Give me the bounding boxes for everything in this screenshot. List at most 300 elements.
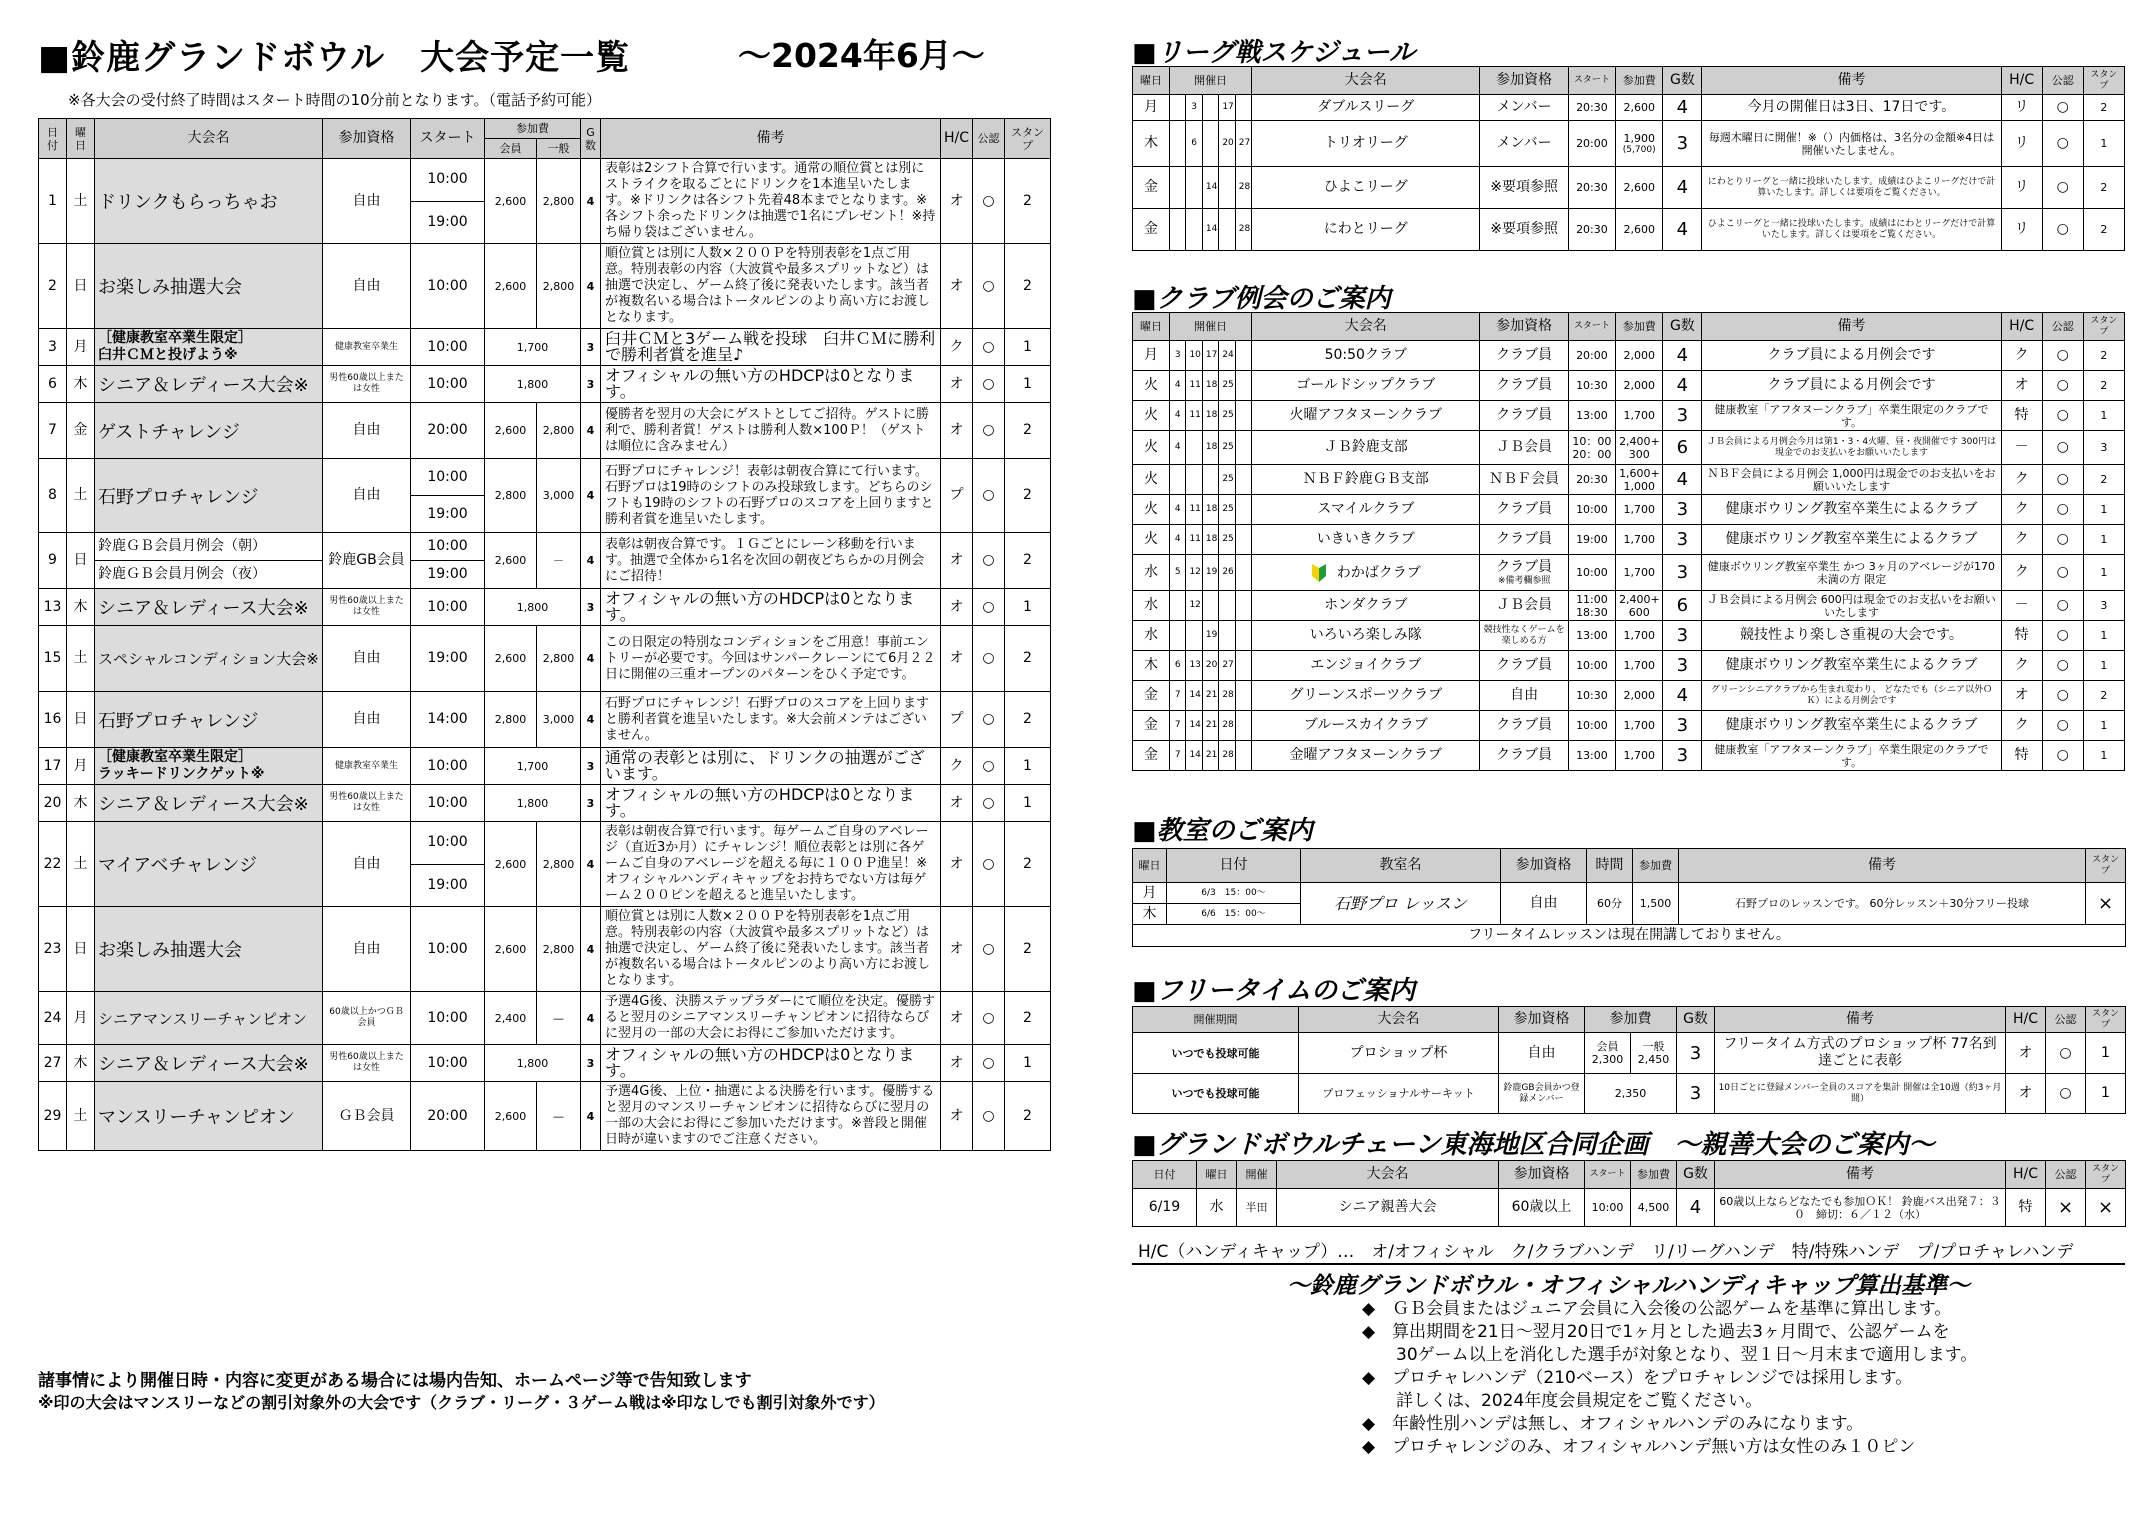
row-qual: ＧＢ会員 [323, 1082, 411, 1151]
row-remarks: 石野プロにチャレンジ！石野プロのスコアを上回りますと勝利者賞を進呈いたします。※大会前メンテはございません。 [601, 692, 941, 748]
league-fee-text: 2,600 [1623, 223, 1655, 236]
row-weekday: 土 [67, 159, 95, 244]
club-remarks: ＪＢ会員による月例会今月は第1・3・4火曜、昼・夜開催です 300円は現金でのお支払いをお願いいたします [1702, 431, 2001, 465]
club-fee [1616, 681, 1663, 711]
club-qual-text: ＮＢＦ会員 [1489, 471, 1560, 487]
league-official: ○ [2042, 167, 2083, 209]
club-date: 17 [1202, 341, 1218, 371]
club-col-name: 大会名 [1252, 313, 1480, 341]
col-fee-member: 会員 [485, 139, 537, 159]
row-official: ○ [973, 692, 1005, 748]
chain-col-remarks: 備考 [1715, 1161, 2006, 1189]
club-official: ○ [2042, 401, 2083, 431]
hc-title: ～鈴鹿グランドボウル・オフィシャルハンディキャップ算出基準～ [1132, 1263, 2125, 1300]
row-name-line-2: ラッキードリンクゲット※ [98, 766, 265, 782]
club-remarks: 健康ボウリング教室卒業生によるクラブ [1702, 711, 2001, 741]
row-hc: オ [941, 533, 973, 589]
club-stamp: 1 [2083, 401, 2124, 431]
league-col-official: 公認 [2042, 67, 2083, 95]
row-remarks: 予選4G後、決勝ステップラダーにて順位を決定。優勝すると翌月のシニアマンスリーチャンピオンに招待ならびに翌月の一部の大会にお得にご参加いただけます。 [601, 992, 941, 1045]
club-official: ○ [2042, 621, 2083, 651]
row-stamp: 1 [1005, 366, 1051, 403]
row-name: お楽しみ抽選大会 [95, 244, 323, 329]
league-qual-text: ※要項参照 [1490, 221, 1558, 237]
row-g: 4 [581, 533, 601, 589]
club-fee-text: 1,700 [1623, 719, 1655, 732]
league-date [1219, 209, 1235, 251]
row-stamp: 2 [1005, 244, 1051, 329]
club-col-qual: 参加資格 [1480, 313, 1568, 341]
league-stamp: 2 [2083, 167, 2124, 209]
row-start: 19:00 [411, 626, 485, 692]
club-weekday: 月 [1133, 341, 1170, 371]
club-name-text: わかばクラブ [1336, 564, 1421, 581]
club-date [1186, 465, 1202, 495]
row-name: マイアベチャレンジ [95, 822, 323, 907]
club-date: 27 [1219, 651, 1235, 681]
col-fee: 参加費 [485, 119, 581, 139]
club-stamp: 1 [2083, 495, 2124, 525]
league-date [1170, 95, 1186, 121]
club-qual-text: ＪＢ会員 [1496, 597, 1553, 613]
row-hc: オ [941, 822, 973, 907]
lesson-col-name: 教室名 [1301, 849, 1501, 883]
row-hc: オ [941, 589, 973, 626]
free-fee-general: 2,450 [1637, 1053, 1670, 1066]
change-notice: 諸事情により開催日時・内容に変更がある場合には場内告知、ホームページ等で告知致します [38, 1371, 752, 1391]
lesson-col-qual: 参加資格 [1501, 849, 1587, 883]
row-remarks: この日限定の特別なコンディションをご用意！事前エントリーが必要です。今回はサンパークレーンにて6月２２日に開催の三重オープンのパターンをひく予定です。 [601, 626, 941, 692]
row-qual: 自由 [323, 692, 411, 748]
club-col-hc: H/C [2001, 313, 2042, 341]
club-hc: 特 [2001, 401, 2042, 431]
league-fee [1616, 121, 1663, 167]
chain-col-start: スタート [1585, 1161, 1631, 1189]
row-name: 石野プロチャレンジ [95, 459, 323, 533]
free-period-2: いつでも投球可能 [1133, 1074, 1299, 1114]
club-col-weekday: 曜日 [1133, 313, 1170, 341]
club-qual-text: クラブ員 [1496, 657, 1553, 673]
row-stamp: 1 [1005, 785, 1051, 822]
chain-col-official: 公認 [2046, 1161, 2086, 1189]
club-name [1252, 711, 1480, 741]
row-fee-member: 2,400 [485, 992, 537, 1045]
club-g: 3 [1663, 525, 1702, 555]
club-official: ○ [2042, 711, 2083, 741]
club-date: 18 [1202, 525, 1218, 555]
club-date: 14 [1186, 711, 1202, 741]
chain-col-g: G数 [1677, 1161, 1715, 1189]
club-date: 18 [1202, 495, 1218, 525]
club-remarks: 健康ボウリング教室卒業生によるクラブ [1702, 651, 2001, 681]
club-g: 3 [1663, 401, 1702, 431]
row-official: ○ [973, 1045, 1005, 1082]
club-weekday: 火 [1133, 525, 1170, 555]
club-stamp: 2 [2083, 681, 2124, 711]
club-remarks: クラブ員による月例会です [1702, 371, 2001, 401]
row-start: 10:00 [411, 748, 485, 785]
club-weekday: 金 [1133, 711, 1170, 741]
row-name: シニアマンスリーチャンピオン [95, 992, 323, 1045]
league-name-text: にわとリーグ [1323, 221, 1408, 237]
club-start: 13:00 [1568, 741, 1615, 771]
club-qual-text: クラブ員 [1496, 407, 1553, 423]
row-stamp: 2 [1005, 1082, 1051, 1151]
row-weekday: 月 [67, 992, 95, 1045]
row-stamp: 2 [1005, 533, 1051, 589]
club-g: 3 [1663, 651, 1702, 681]
club-date: 5 [1170, 555, 1186, 591]
row-official: ○ [973, 244, 1005, 329]
tournament-table [38, 118, 1051, 1151]
club-date: 11 [1186, 525, 1202, 555]
row-day: 16 [39, 692, 67, 748]
club-date [1235, 401, 1251, 431]
club-date: 12 [1186, 555, 1202, 591]
club-weekday: 水 [1133, 555, 1170, 591]
club-remarks: グリーンシニアクラブから生まれ変わり、 どなたでも（シニア以外ＯＫ）による月例会です [1702, 681, 2001, 711]
free-col-name: 大会名 [1299, 1007, 1499, 1033]
row-weekday: 土 [67, 459, 95, 533]
club-date: 11 [1186, 495, 1202, 525]
club-official: ○ [2042, 371, 2083, 401]
club-stamp: 3 [2083, 591, 2124, 621]
row-fee-member: 2,600 [485, 822, 537, 907]
club-qual-text: クラブ員 [1496, 717, 1553, 733]
free-col-hc: H/C [2006, 1007, 2046, 1033]
row-hc: オ [941, 366, 973, 403]
row-remarks: 予選4G後、上位・抽選による決勝を行います。優勝すると翌月のマンスリーチャンピオンに招待ならびに翌月の一部の大会にお得にご参加いただけます。※普段と開催日時が違いますのでご注意ください。 [601, 1082, 941, 1151]
club-row [1133, 711, 2125, 741]
league-qual [1480, 121, 1568, 167]
row-remarks: 表彰は朝夜合算で行います。毎ゲームご自身のアベレージ（直近3か月）にチャレンジ！順位表彰とは別に各ゲームご自身のアベレージを超える毎に１００Ｐ進呈！※オフィシャルハンディキャップをお持ちでない方は毎ゲーム２００ピンを超えると進呈いたします。 [601, 822, 941, 907]
club-date [1235, 711, 1251, 741]
free-official-2: ○ [2046, 1074, 2086, 1114]
club-date [1235, 651, 1251, 681]
club-date [1202, 591, 1218, 621]
club-fee [1616, 555, 1663, 591]
club-name-text: グリーンスポーツクラブ [1289, 687, 1443, 703]
club-stamp: 1 [2083, 621, 2124, 651]
row-start: 10:00 [411, 159, 485, 202]
league-name-text: ダブルスリーグ [1317, 99, 1415, 115]
row-name: スペシャルコンディション大会※ [95, 626, 323, 692]
row-hc: オ [941, 626, 973, 692]
club-qual [1480, 555, 1568, 591]
club-fee-text: 1,700 [1623, 659, 1655, 672]
row-qual: 健康教室卒業生 [323, 748, 411, 785]
chain-col-qual: 参加資格 [1499, 1161, 1585, 1189]
club-fee-text: 1,700 [1623, 566, 1655, 579]
row-fee-general: 3,000 [537, 692, 581, 748]
row-hc: オ [941, 785, 973, 822]
league-date [1186, 209, 1202, 251]
row-official: ○ [973, 159, 1005, 244]
league-start: 20:30 [1568, 95, 1615, 121]
row-official: ○ [973, 822, 1005, 907]
row-start: 10:00 [411, 822, 485, 865]
club-date [1219, 621, 1235, 651]
league-col-start: スタート [1568, 67, 1615, 95]
col-day: 日付 [39, 119, 67, 159]
club-remarks: 健康教室「アフタヌーンクラブ」卒業生限定のクラブです。 [1702, 741, 2001, 771]
league-date [1202, 121, 1218, 167]
free-qual-2: 鈴鹿GB会員かつ登録メンバー [1499, 1074, 1585, 1114]
hc-item: ◆ プロチャレハンデ（210ベース）をプロチャレンジでは採用します。 [1362, 1368, 1913, 1388]
club-col-g: G数 [1663, 313, 1702, 341]
row-official: ○ [973, 992, 1005, 1045]
club-hc: ク [2001, 651, 2042, 681]
club-g: 3 [1663, 711, 1702, 741]
club-fee [1616, 651, 1663, 681]
club-fee [1616, 591, 1663, 621]
free-col-official: 公認 [2046, 1007, 2086, 1033]
club-remarks: ＮＢＦ会員による月例会 1,000円は現金でのお支払いをお願いいたします [1702, 465, 2001, 495]
row-fee: 1,800 [485, 785, 581, 822]
row-start: 10:00 [411, 244, 485, 329]
row-name-evening: 鈴鹿ＧＢ会員月例会（夜） [95, 561, 323, 589]
col-official: 公認 [973, 119, 1005, 159]
row-fee-general: 2,800 [537, 907, 581, 992]
club-date: 4 [1170, 401, 1186, 431]
club-qual-text: クラブ員 [1496, 531, 1553, 547]
row-stamp: 2 [1005, 459, 1051, 533]
club-weekday: 火 [1133, 431, 1170, 465]
row-weekday: 日 [67, 533, 95, 589]
row-official: ○ [973, 589, 1005, 626]
row-g: 3 [581, 329, 601, 366]
row-g: 3 [581, 589, 601, 626]
club-name-text: 50:50クラブ [1324, 347, 1407, 363]
row-hc: オ [941, 244, 973, 329]
club-qual [1480, 525, 1568, 555]
row-name: シニア＆レディース大会※ [95, 785, 323, 822]
league-stamp: 2 [2083, 95, 2124, 121]
club-remarks: 健康ボウリング教室卒業生によるクラブ [1702, 495, 2001, 525]
chain-name: シニア親善大会 [1277, 1189, 1499, 1227]
club-official: ○ [2042, 495, 2083, 525]
free-col-stamp: スタンプ [2086, 1007, 2126, 1033]
row-remarks: 順位賞とは別に人数×２００Ｐを特別表彰を1点ご用意。特別表彰の内容（大波賞や最多スプリットなど）は抽選で決定し、ゲーム終了後に発表いたします。該当者が複数名いる場合はトータルピンのより高い方にお渡しとなります。 [601, 907, 941, 992]
club-fee-text: 1,700 [1623, 533, 1655, 546]
row-official: ○ [973, 366, 1005, 403]
club-g: 3 [1663, 741, 1702, 771]
row-g: 4 [581, 992, 601, 1045]
lesson-weekday-2: 木 [1133, 904, 1167, 925]
club-row [1133, 651, 2125, 681]
league-weekday: 金 [1133, 167, 1170, 209]
club-date [1235, 431, 1251, 465]
row-name: ゲストチャレンジ [95, 403, 323, 459]
club-weekday: 水 [1133, 591, 1170, 621]
league-date: 28 [1235, 167, 1251, 209]
tournament-row [39, 459, 1051, 496]
club-row [1133, 401, 2125, 431]
row-fee-member: 2,800 [485, 692, 537, 748]
club-name-text: ＪＢ鈴鹿支部 [1323, 439, 1408, 455]
row-g: 3 [581, 1045, 601, 1082]
tournament-row [39, 244, 1051, 329]
club-date: 19 [1202, 621, 1218, 651]
row-hc: ク [941, 748, 973, 785]
free-name-2: プロフェッショナルサーキット [1299, 1074, 1499, 1114]
club-name-text: ホンダクラブ [1324, 597, 1408, 613]
row-day: 6 [39, 366, 67, 403]
row-qual: 自由 [323, 822, 411, 907]
row-fee: 1,800 [485, 589, 581, 626]
row-day: 9 [39, 533, 67, 589]
club-table [1132, 312, 2125, 771]
free-name-1: プロショップ杯 [1299, 1033, 1499, 1074]
club-date: 28 [1219, 741, 1235, 771]
row-hc: オ [941, 907, 973, 992]
row-fee-general: — [537, 992, 581, 1045]
league-col-dates: 開催日 [1170, 67, 1252, 95]
free-table [1132, 1006, 2126, 1114]
row-remarks: オフィシャルの無い方のHDCPは0となります。 [601, 785, 941, 822]
league-date: 27 [1235, 121, 1251, 167]
row-g: 4 [581, 1082, 601, 1151]
row-start: 10:00 [411, 1045, 485, 1082]
club-name-text: 火曜アフタヌーンクラブ [1289, 407, 1443, 423]
row-day: 23 [39, 907, 67, 992]
club-official: ○ [2042, 525, 2083, 555]
hc-legend: H/C（ハンディキャップ）… オ/オフィシャル ク/クラブハンデ リ/リーグハンデ 特/特殊ハンデ プ/プロチャレハンデ [1138, 1242, 2074, 1262]
club-date: 14 [1186, 741, 1202, 771]
lesson-name: 石野プロ レッスン [1301, 883, 1501, 925]
club-name [1252, 591, 1480, 621]
hc-item: 30ゲーム以上を消化した選手が対象となり、翌１日～月末まで適用します。 [1362, 1345, 1978, 1365]
club-stamp: 1 [2083, 711, 2124, 741]
row-fee-member: 2,600 [485, 1082, 537, 1151]
club-start: 13:00 [1568, 401, 1615, 431]
row-weekday: 日 [67, 907, 95, 992]
league-stamp: 1 [2083, 121, 2124, 167]
free-fee-2: 2,350 [1585, 1074, 1677, 1114]
club-date: 7 [1170, 711, 1186, 741]
row-name [95, 329, 323, 366]
row-g: 4 [581, 822, 601, 907]
row-fee-member: 2,600 [485, 159, 537, 244]
club-qual [1480, 431, 1568, 465]
row-name: シニア＆レディース大会※ [95, 1045, 323, 1082]
club-fee-text: 2,400+ 600 [1619, 592, 1660, 619]
club-weekday: 金 [1133, 741, 1170, 771]
club-name-text: いきいきクラブ [1316, 531, 1415, 547]
club-qual-note: ※備考欄参照 [1497, 575, 1551, 586]
row-weekday: 土 [67, 1082, 95, 1151]
lesson-col-time: 時間 [1587, 849, 1633, 883]
lesson-section-title: ■教室のご案内 [1132, 816, 1313, 846]
hc-item: 詳しくは、2024年度会員規定をご覧ください。 [1362, 1391, 1763, 1411]
lesson-weekday-1: 月 [1133, 883, 1167, 904]
club-date [1235, 741, 1251, 771]
row-remarks: 表彰は朝夜合算です。１Ｇごとにレーン移動を行いま す。抽選で全体から1名を次回の朝夜どちらかの月例会にご招待！ [601, 533, 941, 589]
month-title: ～2024年6月～ [738, 36, 985, 75]
club-date [1235, 681, 1251, 711]
row-fee-member: 2,800 [485, 459, 537, 533]
league-date [1235, 95, 1251, 121]
row-qual: 男性60歳以上または女性 [323, 589, 411, 626]
club-remarks: ＪＢ会員による月例会 600円は現金でのお支払いをお願いいたします [1702, 591, 2001, 621]
chain-col-date: 日付 [1133, 1161, 1197, 1189]
row-remarks: 優勝者を翌月の大会にゲストとしてご招待。ゲストに勝利で、勝利者賞！ゲストは勝利人数×100Ｐ！（ゲストは順位に含みません） [601, 403, 941, 459]
row-day: 8 [39, 459, 67, 533]
row-remarks: オフィシャルの無い方のHDCPは0となります。 [601, 589, 941, 626]
row-fee-member: 2,600 [485, 403, 537, 459]
chain-remarks: 60歳以上ならどなたでも参加ＯＫ！ 鈴鹿バス出発７：３０ 締切：６／１２（水） [1715, 1189, 2006, 1227]
row-day: 20 [39, 785, 67, 822]
club-fee-text: 1,700 [1623, 629, 1655, 642]
club-date: 4 [1170, 431, 1186, 465]
club-date [1186, 431, 1202, 465]
club-qual-text: クラブ員 [1496, 558, 1553, 575]
club-date: 7 [1170, 741, 1186, 771]
hc-item: ◆ 算出期間を21日～翌月20日で1ヶ月とした過去3ヶ月間で、公認ゲームを [1362, 1322, 1950, 1342]
row-weekday: 日 [67, 244, 95, 329]
tournament-row [39, 403, 1051, 459]
club-date: 12 [1186, 591, 1202, 621]
club-qual [1480, 591, 1568, 621]
club-qual-text: 競技性なくゲームを楽しめる方 [1483, 624, 1565, 646]
league-col-remarks: 備考 [1702, 67, 2001, 95]
club-name-text: 金曜アフタヌーンクラブ [1289, 747, 1443, 763]
row-remarks: 石野プロにチャレンジ！表彰は朝夜合算にて行います。石野プロは19時のシフトのみ投球致します。どちらのシフトも19時のシフトの石野プロのスコアを上回りますと勝利者賞を進呈いたします。 [601, 459, 941, 533]
row-start: 10:00 [411, 992, 485, 1045]
club-col-remarks: 備考 [1702, 313, 2001, 341]
league-col-hc: H/C [2001, 67, 2042, 95]
club-fee-text: 2,000 [1623, 689, 1655, 702]
club-hc: － [2001, 591, 2042, 621]
discount-notice: ※印の大会はマンスリーなどの割引対象外の大会です（クラブ・リーグ・３ゲーム戦は※印なしでも割引対象外です） [38, 1393, 885, 1412]
club-qual [1480, 621, 1568, 651]
free-remarks-2: 10日ごとに登録メンバー全員のスコアを集計 開催は全10週（約3ヶ月間） [1715, 1074, 2006, 1114]
chain-official: × [2046, 1189, 2086, 1227]
league-start: 20:30 [1568, 167, 1615, 209]
league-date: 14 [1202, 167, 1218, 209]
row-weekday: 土 [67, 626, 95, 692]
club-name [1252, 525, 1480, 555]
row-fee-general: 2,800 [537, 403, 581, 459]
row-official: ○ [973, 1082, 1005, 1151]
club-official: ○ [2042, 341, 2083, 371]
league-fee [1616, 167, 1663, 209]
club-date: 18 [1202, 401, 1218, 431]
club-date [1235, 495, 1251, 525]
league-name [1252, 95, 1480, 121]
club-row [1133, 591, 2125, 621]
club-name-text: エンジョイクラブ [1310, 657, 1422, 673]
row-g: 4 [581, 159, 601, 244]
league-hc: リ [2001, 209, 2042, 251]
club-g: 3 [1663, 495, 1702, 525]
row-start-evening: 19:00 [411, 496, 485, 533]
row-weekday: 木 [67, 366, 95, 403]
club-fee [1616, 711, 1663, 741]
free-g-1: 3 [1677, 1033, 1715, 1074]
league-date [1170, 209, 1186, 251]
row-name: お楽しみ抽選大会 [95, 907, 323, 992]
club-date [1219, 591, 1235, 621]
row-day: 29 [39, 1082, 67, 1151]
club-date: 25 [1219, 525, 1235, 555]
row-start: 10:00 [411, 589, 485, 626]
club-date: 6 [1170, 651, 1186, 681]
club-g: 4 [1663, 341, 1702, 371]
row-hc: オ [941, 403, 973, 459]
club-fee [1616, 465, 1663, 495]
tournament-row [39, 1082, 1051, 1151]
